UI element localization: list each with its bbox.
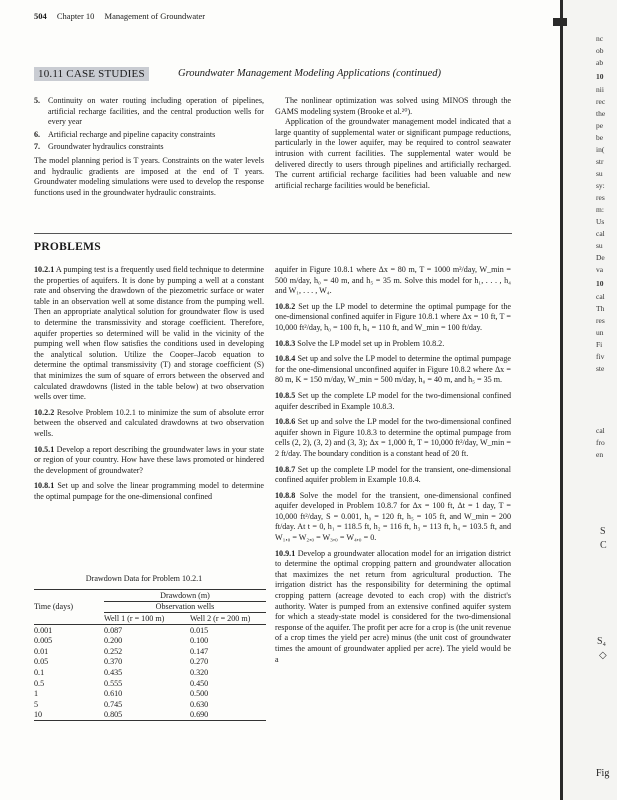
list-item: 5. Continuity on water routing including operation of pipelines, artificial recharge facilities, and the central production wells for every year — [34, 96, 264, 127]
table-row: 0.1 0.435 0.320 — [34, 667, 209, 677]
table-row: 0.005 0.200 0.100 — [34, 636, 209, 646]
next-page-fragment: res — [596, 193, 605, 202]
next-page-fragment: rec — [596, 97, 606, 106]
table-header-row — [34, 590, 266, 602]
running-header — [34, 11, 205, 21]
left-column-top — [34, 96, 264, 198]
problem: 10.8.3 Solve the LP model set up in Problem 10.8.2. — [275, 338, 445, 348]
problem: 10.8.4 Set up and solve the LP model to determine the optimal pumpage for the one-dimensional unconfined aquifer in Figure 10.8.2 where Δx = 80 m, K = 150 m/day, W_min = 500 m/day, h₀ = 40 m, and h₅ = 35 m. — [275, 354, 511, 385]
problems-right-column — [275, 265, 511, 670]
paragraph: The nonlinear optimization was solved using MINOS through the GAMS modeling system (Brooke et al.²⁰). — [275, 96, 511, 116]
problems-left-column — [34, 265, 264, 507]
table-title: Drawdown Data for Problem 10.2.1 — [85, 574, 203, 583]
obs-header: Observation wells — [104, 601, 266, 613]
paragraph: The model planning period is T years. Constraints on the water levels and hydraulic gradients are imposed at the end of T years. Groundwater modeling simulations were used to develop the response functions used in the groundwater hydraulic constraints. — [34, 155, 264, 197]
problem: 10.8.5 Set up the complete LP model for the two-dimensional confined aquifer described in Example 10.8.3. — [275, 390, 511, 411]
next-page-fragment: the — [596, 109, 606, 118]
next-page-fragment: m: — [596, 205, 604, 214]
section-title: Groundwater Management Modeling Applications (continued) — [178, 68, 442, 79]
next-page-fragment: su — [596, 169, 603, 178]
problem: 10.2.1 A pumping test is a frequently used field technique to determine the properties of aquifers. It is done by pumping a well at a constant rate and observing the drawdown of the piezometric surface or water table in an observation well at some distance from the pumping well. Then an appropriate analytical solution for groundwater flow is used to determine the transmissivity and storage coefficient. Therefore, aquifer properties so determined will be valid in the vicinity of the pumping well when flow satisfies the conditions used in developing the analytical solution. Utilize the Cooper–Jacob equation to determine the optimal transmissivity (T) and storage coefficient (S) that minimizes the sum of square of errors between the observed and calculated drawdowns (listed in the table below) at two observation wells over time. — [34, 265, 265, 402]
problem: 10.9.1 Develop a groundwater allocation model for an irrigation district to determine the optimal cropping pattern and groundwater allocation that maximizes the net return from agricultural production. The irrigation district has the responsibility for determining the optimal cropping pattern (acreage devoted to each crop) with the district's authority. Water is pumped from an extensive confined aquifer system for which a steady-state model is considered for the two-dimensional response of the aquifer. The profit per acre for a crop is (the unit revenue of a crop times the yield per acre) minus (the unit cost of groundwater times the amount of groundwater applied per acre). The yield would be a — [275, 548, 511, 664]
next-page-fragment: ab — [596, 58, 604, 67]
next-page-fragment: C — [600, 540, 607, 551]
next-page-fragment: Us — [596, 217, 605, 226]
col-header-well2: Well 2 (r = 200 m) — [190, 613, 266, 625]
next-page-fragment: fro — [596, 438, 605, 447]
problems-heading: PROBLEMS — [34, 241, 101, 253]
next-page-fragment: nii — [596, 85, 604, 94]
next-page-fragment: cal — [596, 229, 605, 238]
list-item: 6. Artificial recharge and pipeline capacity constraints — [34, 129, 216, 139]
list-item: 7. Groundwater hydraulics constraints — [34, 142, 164, 152]
section-label: 10.11 CASE STUDIES — [38, 68, 145, 80]
table-row: 0.05 0.370 0.270 — [34, 657, 209, 667]
spine-mark — [553, 18, 567, 26]
section-divider — [34, 233, 512, 234]
facing-page-edge — [560, 0, 617, 800]
col-header-well1: Well 1 (r = 100 m) — [104, 613, 190, 625]
next-page-fragment: in( — [596, 145, 605, 154]
table-header-row — [34, 601, 266, 613]
next-page-fragment: fiv — [596, 352, 605, 361]
problem-continuation: aquifer in Figure 10.8.1 where Δx = 80 m, T = 1000 m²/day, W_min = 500 m/day, h₀ = 40 m, and h₅ = 35 m. Solve this model for h₁, . . . , h₄ and W₁, . . . , W₄. — [275, 265, 511, 296]
chapter-label: Chapter 10 — [56, 11, 95, 21]
next-page-fragment: str — [596, 157, 604, 166]
next-page-fragment: S₄ — [597, 636, 607, 647]
drawdown-table — [34, 589, 266, 721]
next-page-fragment: 10 — [596, 72, 604, 81]
chapter-title: Management of Groundwater — [104, 11, 206, 21]
next-page-fragment: Fig — [596, 768, 610, 779]
next-page-fragment: un — [596, 328, 604, 337]
next-page-fragment: sy: — [596, 181, 605, 190]
paragraph: Application of the groundwater management model indicated that a large quantity of supplemental water or significant pumpage reductions, particularly in the lower aquifer, may be required to control seawater intrusion with current facilities. The supplemental water would be delivered directly to users through pipelines and artificially recharged. The current artificial recharge facilities had been valuable and new artificial recharge facilities would be beneficial. — [275, 117, 511, 190]
problem: 10.2.2 Resolve Problem 10.2.1 to minimize the sum of absolute error between the observed and calculated drawdowns at two observation wells. — [34, 407, 264, 438]
book-spine — [560, 0, 563, 800]
table-row: 0.01 0.252 0.147 — [34, 646, 209, 656]
problem: 10.8.7 Set up the complete LP model for the transient, one-dimensional confined aquifer problem in Example 10.8.4. — [275, 464, 511, 485]
next-page-fragment: ste — [596, 364, 605, 373]
right-column-top — [275, 96, 511, 191]
time-header: Time (days) — [34, 602, 74, 612]
next-page-fragment: S — [600, 526, 606, 537]
next-page-fragment: cal — [596, 426, 605, 435]
problem: 10.8.6 Set up and solve the LP model for the two-dimensional confined aquifer shown in Figure 10.8.3 to determine the optimal pumpage from cells (2, 2), (3, 2) and (3, 3); Δx = 1,000 ft, T = 10,000 ft²/day, W_min = 2 ft/day. The boundary condition is a constant head of 20 ft. — [275, 417, 511, 458]
next-page-fragment: Th — [596, 304, 605, 313]
next-page-fragment: cal — [596, 292, 605, 301]
next-page-fragment: va — [596, 265, 604, 274]
problem: 10.8.1 Set up and solve the linear programming model to determine the optimal pumpage for the one-dimensional confined — [34, 481, 264, 501]
next-page-fragment: pe — [596, 121, 604, 130]
next-page-fragment: res — [596, 316, 605, 325]
next-page-fragment: ob — [596, 46, 604, 55]
problem: 10.5.1 Develop a report describing the groundwater laws in your state or region of your country. How have these laws promoted or hindered the development of groundwater? — [34, 444, 264, 475]
next-page-fragment: su — [596, 241, 603, 250]
problem: 10.8.2 Set up the LP model to determine the optimal pumpage for the one-dimensional confined aquifer in Figure 10.8.1 where Δx = 10 ft, T = 10,000 ft²/day, h₀ = 100 ft, h₄ = 110 ft, and W_min = 100 ft/day. — [275, 301, 511, 332]
table-header-row — [34, 613, 266, 625]
diamond-icon: ◇ — [599, 650, 607, 661]
next-page-fragment: nc — [596, 34, 604, 43]
table-row: 10 0.805 0.690 — [34, 710, 266, 721]
table-row: 0.5 0.555 0.450 — [34, 678, 209, 688]
table-row: 0.001 0.087 0.015 — [34, 625, 209, 635]
next-page-fragment: 10 — [596, 279, 604, 288]
constraint-list — [34, 96, 264, 153]
next-page-fragment: en — [596, 450, 604, 459]
table-row: 5 0.745 0.630 — [34, 699, 209, 709]
table-row: 1 0.610 0.500 — [34, 689, 209, 699]
problem: 10.8.8 Solve the model for the transient, one-dimensional confined aquifer developed in Problem 10.8.7 for Δx = 100 ft, Δt = 1 day, T = 10,000 ft²/day, S = 0.001, h₀ = 120 ft, h₅ = 105 ft, and W_min = 200 ft/day. At t = 0, h₁ = 118.5 ft, h₂ = 116 ft, h₃ = 113 ft, h₄ = 103.5 ft, and W₁,₀ = W₂,₀ = W₃,₀ = W₄,₀ = 0. — [275, 490, 511, 543]
group-header: Drawdown (m) — [104, 590, 266, 602]
page-number: 504 — [34, 11, 47, 21]
next-page-fragment: Fi — [596, 340, 603, 349]
next-page-fragment: be — [596, 133, 604, 142]
next-page-fragment: De — [596, 253, 605, 262]
